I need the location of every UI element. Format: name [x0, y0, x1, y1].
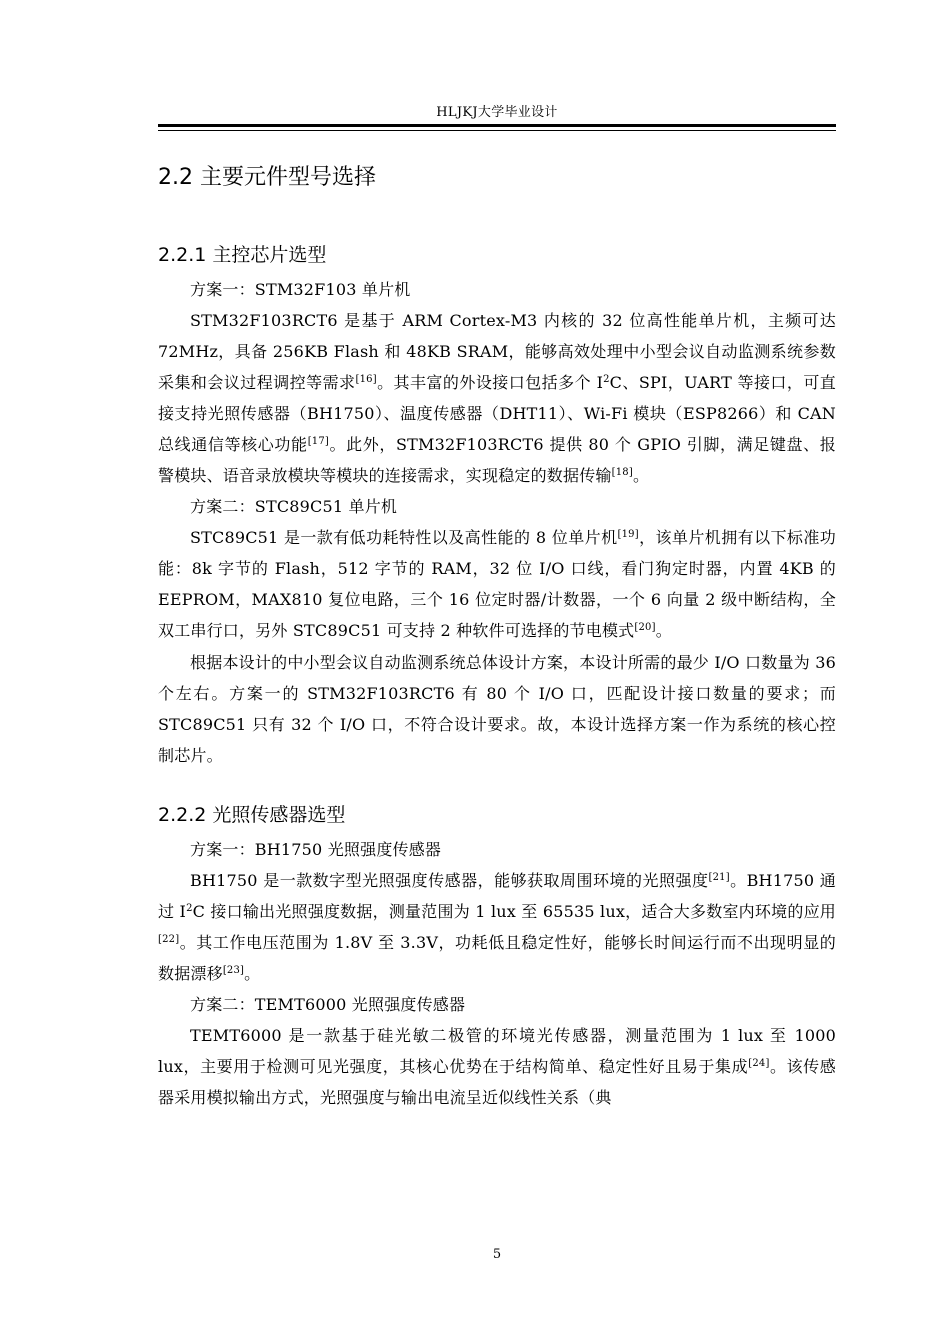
citation: [24] — [748, 1058, 770, 1069]
citation: [22] — [158, 934, 180, 945]
scheme-label-temt6000: 方案二：TEMT6000 光照强度传感器 — [190, 995, 466, 1014]
subsection-title-light-sensor: 2.2.2 光照传感器选型 — [158, 804, 346, 826]
citation: [23] — [222, 965, 245, 976]
page-content — [158, 150, 836, 1113]
citation: [18] — [611, 467, 633, 478]
header-rule-thick — [158, 124, 836, 127]
scheme-label-stc89: 方案二：STC89C51 单片机 — [190, 497, 398, 516]
section-title: 2.2 主要元件型号选择 — [158, 165, 376, 190]
citation: [20] — [634, 622, 656, 633]
citation: [21] — [708, 872, 730, 883]
paragraph-temt6000: TEMT6000 是一款基于硅光敏二极管的环境光传感器，测量范围为 1 lux 至 1000 lux，主要用于检测可见光强度，其核心优势在于结构简单、稳定性好且易于集成[24]。该传感器采用模拟输出方式，光照强度与输出电流呈近似线性关系（典 — [158, 1026, 836, 1107]
paragraph-mcu-conclusion: 根据本设计的中小型会议自动监测系统总体设计方案，本设计所需的最少 I/O 口数量为 36 个左右。方案一的 STM32F103RCT6 有 80 个 I/O 口，匹配设计接口数量的要求；而 STC89C51 只有 32 个 I/O 口，不符合设计要求。故，本设计选择方案一作为系统的核心控制芯片。 — [158, 653, 836, 765]
paragraph-bh1750: BH1750 是一款数字型光照强度传感器，能够获取周围环境的光照强度[21]。BH1750 通过 $I^2C$ 接口输出光照强度数据，测量范围为 1 lux 至 65535 lux，适合大多数室内环境的应用[22]。其工作电压范围为 1.8V 至 3.3V，功耗低且稳定性好，能够长时间运行而不出现明显的数据漂移[23]。 — [158, 871, 836, 983]
citation: [16] — [355, 374, 377, 385]
citation: [17] — [307, 436, 330, 447]
scheme-label-bh1750: 方案一：BH1750 光照强度传感器 — [190, 840, 442, 859]
header-rule-thin — [158, 130, 836, 131]
paragraph-stm32: STM32F103RCT6 是基于 ARM Cortex-M3 内核的 32 位高性能单片机，主频可达 72MHz，具备 256KB Flash 和 48KB SRAM，能够高效处理中小型会议自动监测系统参数采集和会议过程调控等需求[16]。其丰富的外设接口包括多个 $I^2C$、SPI，UART 等接口，可直接支持光照传感器（BH1750）、温度传感器（DHT11）、Wi-Fi 模块（ESP8266）和 CAN 总线通信等核心功能[17]。此外，STM32F103RCT6 提供 80 个 GPIO 引脚，满足键盘、报警模块、语音录放模块等模块的连接需求，实现稳定的数据传输[18]。 — [158, 311, 836, 485]
page-number: 5 — [492, 1247, 502, 1262]
scheme-label-stm32: 方案一：STM32F103 单片机 — [190, 280, 411, 299]
paragraph-stc89: STC89C51 是一款有低功耗特性以及高性能的 8 位单片机[19]，该单片机拥有以下标准功能：8k 字节的 Flash，512 字节的 RAM，32 位 I/O 口线，看门狗定时器，内置 4KB 的 EEPROM，MAX810 复位电路，三个 16 位定时器/计数器，一个 6 向量 2 级中断结构，全双工串行口，另外 STC89C51 可支持 2 种软件可选择的节电模式[20]。 — [158, 528, 836, 640]
citation: [19] — [617, 529, 639, 540]
subsection-title-mcu: 2.2.1 主控芯片选型 — [158, 244, 327, 266]
page-header: HLJKJ大学毕业设计 — [436, 105, 558, 120]
